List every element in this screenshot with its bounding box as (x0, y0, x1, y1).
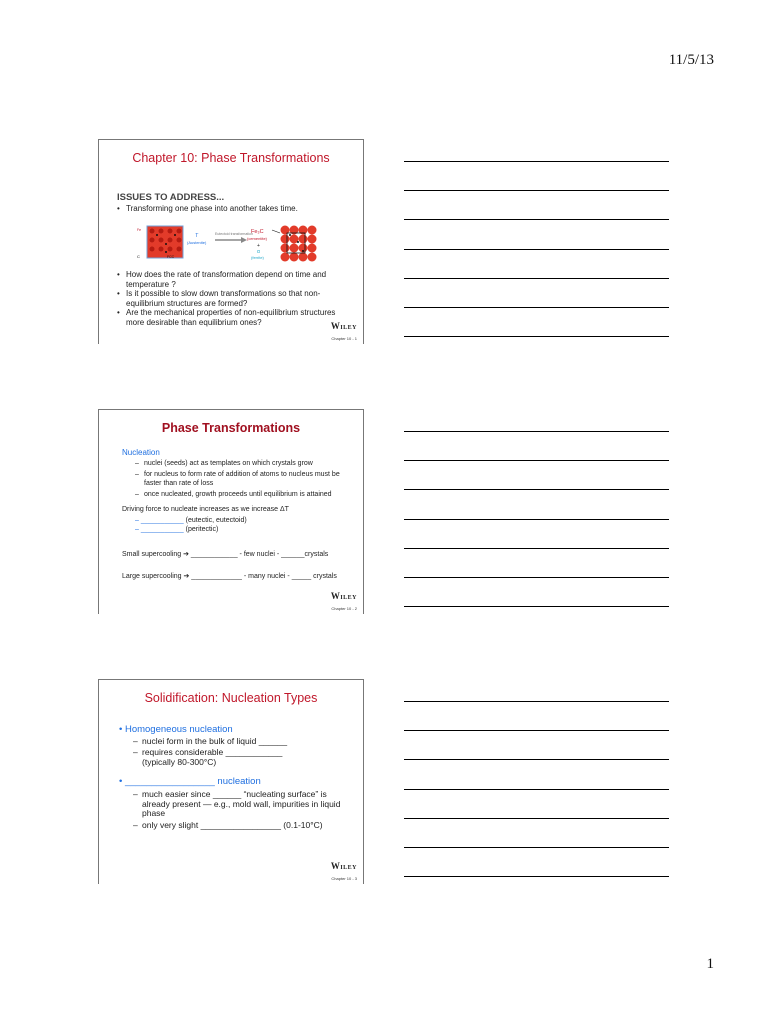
note-line (404, 789, 669, 790)
sub-bullet: – only very slight _________________ (0.1-10°C) (133, 820, 323, 830)
note-line (404, 847, 669, 848)
c-label: C (137, 254, 140, 259)
bullet: • Homogeneous nucleation (119, 724, 233, 735)
note-line (404, 548, 669, 549)
note-line (404, 577, 669, 578)
sub-bullet: – ___________ (eutectic, eutectoid) (135, 517, 247, 524)
nucleation-heading: Nucleation (122, 448, 160, 457)
eutectoid-diagram (137, 224, 327, 264)
plus-label: + (257, 243, 260, 249)
sub-bullet: – nuclei form in the bulk of liquid ______ (133, 736, 288, 746)
fcc-label: FCC (167, 255, 175, 259)
bullet: • Transforming one phase into another takes time. (117, 204, 298, 213)
note-line (404, 336, 669, 337)
product-lattice (281, 226, 317, 262)
sub-bullet: – much easier since ______ “nucleating surface” is already present — e.g., mold wall, impurities in liquid phase (133, 789, 341, 818)
date: 11/5/13 (668, 52, 714, 68)
note-line (404, 431, 669, 432)
note-line (404, 489, 669, 490)
sub-bullet: – ___________ (peritectic) (135, 526, 219, 533)
note-line (404, 249, 669, 250)
bullet: • Is it possible to slow down transformations so that non-equilibrium structures are formed? (117, 289, 321, 308)
bullet: • How does the rate of transformation depend on time and temperature ? (117, 270, 327, 289)
note-line (404, 219, 669, 220)
bullet: • Are the mechanical properties of non-equilibrium structures more desirable than equilibrium ones? (117, 308, 336, 327)
cementite-label: (cementite) (247, 236, 268, 241)
large-supercooling: Large supercooling ➔ _____________ - many nuclei - _____ crystals (122, 573, 337, 580)
slide-2 (98, 409, 364, 614)
sub-bullet: – nuclei (seeds) act as templates on which crystals grow (135, 460, 313, 467)
driving-force-text: Driving force to nucleate increases as we increase ΔT (122, 506, 289, 513)
slide-label: Chapter 10 - 3 (331, 876, 357, 881)
ferrite-label: (ferrite) (251, 255, 264, 260)
sub-bullet: – requires considerable ____________ (typically 80-300°C) (133, 747, 283, 767)
wiley-logo: Wiley (330, 591, 357, 601)
slide-title: Solidification: Nucleation Types (144, 691, 318, 705)
slide-label: Chapter 10 - 1 (331, 336, 357, 341)
austenite-label: (Austenite) (187, 240, 207, 245)
note-line (404, 759, 669, 760)
arrow-label: Eutectoid transformation (215, 232, 253, 236)
note-line (404, 519, 669, 520)
sub-bullet: – for nucleus to form rate of addition of atoms to nucleus must be faster than rate of loss (135, 471, 340, 487)
slide-title: Chapter 10: Phase Transformations (132, 151, 330, 165)
issues-heading: ISSUES TO ADDRESS... (117, 192, 225, 203)
note-line (404, 307, 669, 308)
slide-1 (98, 139, 364, 344)
note-line (404, 190, 669, 191)
wiley-logo: Wiley (330, 321, 357, 331)
page-number: 1 (706, 956, 714, 972)
note-line (404, 876, 669, 877)
note-line (404, 730, 669, 731)
wiley-logo: Wiley (330, 861, 357, 871)
note-line (404, 606, 669, 607)
bullet: • _________________ nucleation (119, 776, 261, 787)
note-line (404, 818, 669, 819)
slide-3 (98, 679, 364, 884)
note-line (404, 701, 669, 702)
note-line (404, 460, 669, 461)
note-line (404, 161, 669, 162)
t-label: T (195, 233, 199, 239)
fe-label: Fe (137, 228, 142, 232)
diagram-svg (137, 224, 327, 264)
small-supercooling: Small supercooling ➔ ____________ - few nuclei - ______crystals (122, 551, 329, 558)
slide-label: Chapter 10 - 2 (331, 606, 357, 611)
fe3c-label: Fe₃C (251, 229, 264, 235)
sub-bullet: – once nucleated, growth proceeds until equilibrium is attained (135, 491, 332, 498)
slide-title: Phase Transformations (161, 421, 301, 435)
note-line (404, 278, 669, 279)
alpha-label: α (257, 249, 260, 255)
